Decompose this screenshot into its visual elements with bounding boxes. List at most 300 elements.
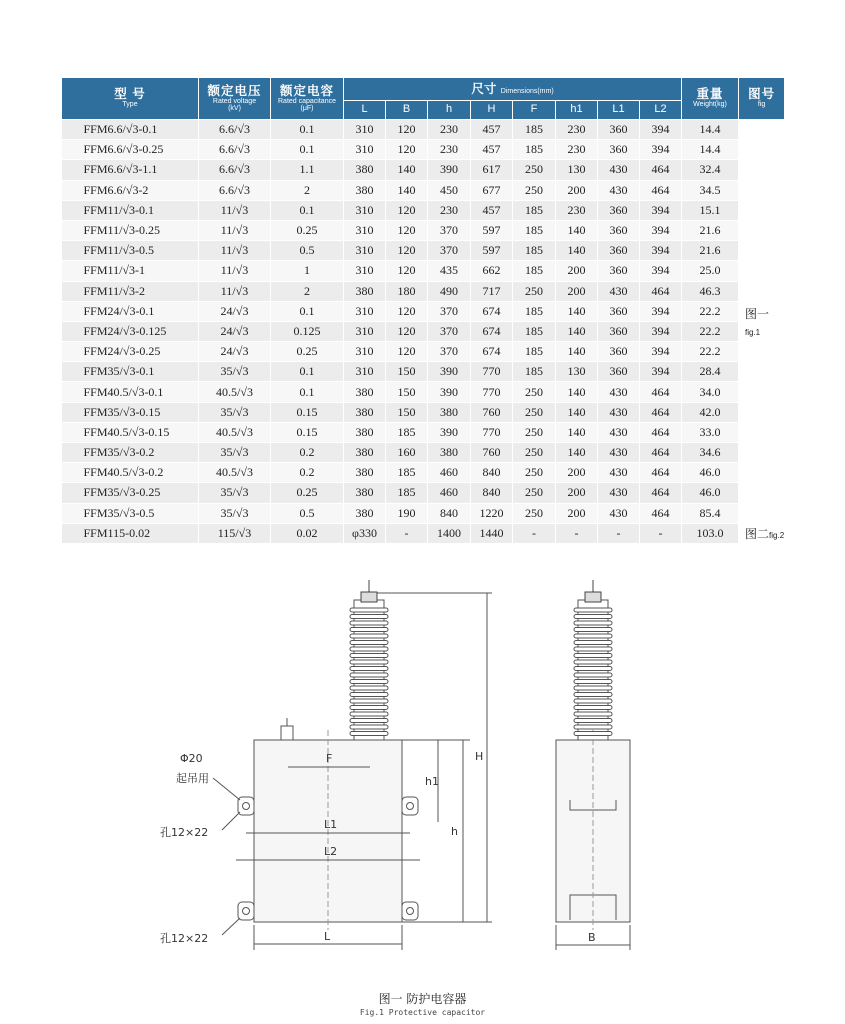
- value-cell: 840: [428, 503, 471, 523]
- header-dimensions: 尺寸 Dimensions(mm): [344, 78, 682, 101]
- value-cell: 150: [386, 362, 428, 382]
- hole-label-top: 孔12×22: [160, 826, 209, 839]
- value-cell: 394: [640, 342, 682, 362]
- dim-col-header: B: [386, 101, 428, 120]
- value-cell: 450: [428, 180, 471, 200]
- value-cell: 6.6/√3: [199, 160, 271, 180]
- value-cell: 370: [428, 342, 471, 362]
- table-row: [62, 443, 785, 463]
- value-cell: 140: [556, 422, 598, 442]
- value-cell: 0.1: [271, 200, 344, 220]
- value-cell: 310: [344, 140, 386, 160]
- figure-caption-zh: 图一 防护电容器: [378, 992, 467, 1006]
- value-cell: 120: [386, 200, 428, 220]
- value-cell: 310: [344, 362, 386, 382]
- dim-L: L: [324, 930, 331, 943]
- model-cell: FFM35/√3-0.25: [62, 483, 199, 503]
- value-cell: 250: [513, 402, 556, 422]
- model-cell: FFM11/√3-0.25: [62, 220, 199, 240]
- value-cell: 185: [513, 200, 556, 220]
- value-cell: 140: [556, 443, 598, 463]
- insulator-shed: [350, 621, 388, 625]
- value-cell: 0.15: [271, 422, 344, 442]
- value-cell: 25.0: [682, 261, 739, 281]
- value-cell: 0.1: [271, 140, 344, 160]
- value-cell: 370: [428, 241, 471, 261]
- insulator-shed: [350, 660, 388, 664]
- value-cell: 140: [556, 220, 598, 240]
- value-cell: 310: [344, 220, 386, 240]
- insulator-shed: [574, 732, 612, 736]
- value-cell: 35/√3: [199, 362, 271, 382]
- value-cell: 140: [386, 180, 428, 200]
- value-cell: 380: [344, 422, 386, 442]
- insulator-shed: [350, 693, 388, 697]
- value-cell: 430: [598, 503, 640, 523]
- dim-B: B: [588, 931, 596, 944]
- value-cell: 140: [556, 402, 598, 422]
- value-cell: 840: [471, 463, 513, 483]
- value-cell: 430: [598, 443, 640, 463]
- value-cell: 1400: [428, 523, 471, 543]
- value-cell: 310: [344, 120, 386, 140]
- value-cell: 674: [471, 301, 513, 321]
- value-cell: 1220: [471, 503, 513, 523]
- dim-F: F: [326, 752, 333, 765]
- value-cell: 430: [598, 180, 640, 200]
- value-cell: 390: [428, 160, 471, 180]
- value-cell: 230: [428, 120, 471, 140]
- header-capacitance: 额定电容 Rated capacitance (μF): [271, 78, 344, 120]
- value-cell: 120: [386, 261, 428, 281]
- value-cell: 185: [513, 140, 556, 160]
- value-cell: 310: [344, 200, 386, 220]
- insulator-shed: [574, 654, 612, 658]
- value-cell: 464: [640, 443, 682, 463]
- value-cell: 6.6/√3: [199, 180, 271, 200]
- value-cell: 120: [386, 342, 428, 362]
- dim-H: H: [475, 750, 484, 763]
- model-cell: FFM35/√3-0.15: [62, 402, 199, 422]
- value-cell: 310: [344, 241, 386, 261]
- value-cell: 250: [513, 281, 556, 301]
- insulator-shed: [350, 673, 388, 677]
- dim-col-header: h: [428, 101, 471, 120]
- value-cell: 464: [640, 160, 682, 180]
- insulator-shed: [574, 725, 612, 729]
- value-cell: 770: [471, 362, 513, 382]
- value-cell: 760: [471, 443, 513, 463]
- hole-label-bottom: 孔12×22: [160, 932, 209, 945]
- value-cell: 435: [428, 261, 471, 281]
- insulator-shed: [350, 680, 388, 684]
- value-cell: 230: [428, 140, 471, 160]
- value-cell: 394: [640, 220, 682, 240]
- value-cell: 380: [344, 443, 386, 463]
- table-row: [62, 120, 785, 140]
- value-cell: 360: [598, 362, 640, 382]
- value-cell: 185: [386, 422, 428, 442]
- value-cell: 140: [556, 301, 598, 321]
- value-cell: 430: [598, 463, 640, 483]
- value-cell: 130: [556, 362, 598, 382]
- value-cell: 150: [386, 402, 428, 422]
- value-cell: 35/√3: [199, 503, 271, 523]
- table-row: [62, 140, 785, 160]
- value-cell: 32.4: [682, 160, 739, 180]
- value-cell: 230: [556, 120, 598, 140]
- table-row: [62, 503, 785, 523]
- capacitor-drawing: [0, 560, 845, 990]
- value-cell: -: [556, 523, 598, 543]
- value-cell: -: [386, 523, 428, 543]
- value-cell: 22.2: [682, 342, 739, 362]
- value-cell: 597: [471, 241, 513, 261]
- value-cell: 677: [471, 180, 513, 200]
- figure-caption-en: Fig.1 Protective capacitor: [359, 1008, 486, 1017]
- model-cell: FFM6.6/√3-2: [62, 180, 199, 200]
- table-row: [62, 402, 785, 422]
- value-cell: 11/√3: [199, 261, 271, 281]
- value-cell: 0.02: [271, 523, 344, 543]
- model-cell: FFM35/√3-0.5: [62, 503, 199, 523]
- value-cell: 464: [640, 382, 682, 402]
- value-cell: 14.4: [682, 120, 739, 140]
- header-voltage: 额定电压 Rated voltage (kV): [199, 78, 271, 120]
- value-cell: 457: [471, 120, 513, 140]
- value-cell: 250: [513, 422, 556, 442]
- value-cell: 250: [513, 160, 556, 180]
- value-cell: 250: [513, 503, 556, 523]
- value-cell: 370: [428, 321, 471, 341]
- value-cell: 185: [513, 120, 556, 140]
- value-cell: 310: [344, 342, 386, 362]
- value-cell: 185: [513, 362, 556, 382]
- value-cell: 0.2: [271, 443, 344, 463]
- insulator-shed: [350, 641, 388, 645]
- value-cell: 360: [598, 220, 640, 240]
- value-cell: 42.0: [682, 402, 739, 422]
- insulator-shed: [350, 712, 388, 716]
- table-row: [62, 342, 785, 362]
- value-cell: 11/√3: [199, 220, 271, 240]
- model-cell: FFM11/√3-0.5: [62, 241, 199, 261]
- value-cell: 34.5: [682, 180, 739, 200]
- value-cell: 24/√3: [199, 321, 271, 341]
- value-cell: 180: [386, 281, 428, 301]
- value-cell: 360: [598, 301, 640, 321]
- value-cell: 28.4: [682, 362, 739, 382]
- table-row: [62, 160, 785, 180]
- insulator-shed: [574, 634, 612, 638]
- model-cell: FFM40.5/√3-0.2: [62, 463, 199, 483]
- value-cell: 250: [513, 443, 556, 463]
- header-model: 型 号 Type: [62, 78, 199, 120]
- model-cell: FFM11/√3-1: [62, 261, 199, 281]
- table-row: [62, 200, 785, 220]
- value-cell: 115/√3: [199, 523, 271, 543]
- insulator-shed: [350, 725, 388, 729]
- value-cell: 717: [471, 281, 513, 301]
- value-cell: 1: [271, 261, 344, 281]
- value-cell: 11/√3: [199, 200, 271, 220]
- value-cell: 390: [428, 362, 471, 382]
- value-cell: 34.0: [682, 382, 739, 402]
- insulator-shed: [574, 641, 612, 645]
- value-cell: 185: [386, 463, 428, 483]
- value-cell: 394: [640, 261, 682, 281]
- value-cell: 140: [556, 382, 598, 402]
- value-cell: 0.25: [271, 483, 344, 503]
- insulator-shed: [574, 719, 612, 723]
- value-cell: 394: [640, 200, 682, 220]
- value-cell: 674: [471, 321, 513, 341]
- insulator-shed: [350, 719, 388, 723]
- value-cell: -: [640, 523, 682, 543]
- model-cell: FFM24/√3-0.1: [62, 301, 199, 321]
- dim-L2: L2: [324, 845, 338, 858]
- insulator-shed: [350, 706, 388, 710]
- value-cell: 15.1: [682, 200, 739, 220]
- value-cell: 430: [598, 483, 640, 503]
- insulator-shed: [350, 608, 388, 612]
- value-cell: 0.15: [271, 402, 344, 422]
- value-cell: 46.0: [682, 483, 739, 503]
- value-cell: 360: [598, 321, 640, 341]
- value-cell: 22.2: [682, 301, 739, 321]
- dim-h: h: [451, 825, 458, 838]
- value-cell: 380: [344, 483, 386, 503]
- value-cell: 457: [471, 200, 513, 220]
- model-cell: FFM6.6/√3-1.1: [62, 160, 199, 180]
- dim-col-header: F: [513, 101, 556, 120]
- value-cell: 380: [344, 180, 386, 200]
- value-cell: 24/√3: [199, 342, 271, 362]
- value-cell: 250: [513, 180, 556, 200]
- insulator-shed: [574, 647, 612, 651]
- value-cell: 390: [428, 422, 471, 442]
- insulator-shed: [350, 699, 388, 703]
- value-cell: 394: [640, 301, 682, 321]
- fig1-label: 图一 fig.1: [739, 120, 785, 524]
- value-cell: 460: [428, 483, 471, 503]
- value-cell: 840: [471, 483, 513, 503]
- model-cell: FFM24/√3-0.25: [62, 342, 199, 362]
- insulator-shed: [574, 712, 612, 716]
- value-cell: 22.2: [682, 321, 739, 341]
- value-cell: 40.5/√3: [199, 422, 271, 442]
- value-cell: 360: [598, 120, 640, 140]
- table-row: [62, 362, 785, 382]
- value-cell: 40.5/√3: [199, 463, 271, 483]
- value-cell: 0.125: [271, 321, 344, 341]
- value-cell: 0.2: [271, 463, 344, 483]
- value-cell: 464: [640, 402, 682, 422]
- value-cell: 120: [386, 120, 428, 140]
- insulator-shed: [574, 699, 612, 703]
- dim-col-header: H: [471, 101, 513, 120]
- value-cell: 430: [598, 422, 640, 442]
- value-cell: 6.6/√3: [199, 140, 271, 160]
- value-cell: 85.4: [682, 503, 739, 523]
- value-cell: 464: [640, 180, 682, 200]
- value-cell: φ330: [344, 523, 386, 543]
- value-cell: 394: [640, 321, 682, 341]
- value-cell: 360: [598, 261, 640, 281]
- value-cell: 130: [556, 160, 598, 180]
- insulator-shed: [350, 647, 388, 651]
- insulator-shed: [574, 686, 612, 690]
- value-cell: 2: [271, 281, 344, 301]
- value-cell: 21.6: [682, 220, 739, 240]
- value-cell: 0.1: [271, 301, 344, 321]
- table-row: [62, 321, 785, 341]
- value-cell: 310: [344, 261, 386, 281]
- insulator-shed: [350, 615, 388, 619]
- value-cell: 430: [598, 402, 640, 422]
- model-cell: FFM24/√3-0.125: [62, 321, 199, 341]
- value-cell: 24/√3: [199, 301, 271, 321]
- insulator-shed: [350, 667, 388, 671]
- table-row: [62, 301, 785, 321]
- value-cell: 770: [471, 422, 513, 442]
- phi20-label: Φ20: [180, 752, 203, 765]
- table-row: [62, 261, 785, 281]
- value-cell: 200: [556, 261, 598, 281]
- value-cell: 464: [640, 281, 682, 301]
- value-cell: 200: [556, 503, 598, 523]
- value-cell: 200: [556, 281, 598, 301]
- value-cell: 464: [640, 483, 682, 503]
- value-cell: 40.5/√3: [199, 382, 271, 402]
- value-cell: 0.5: [271, 241, 344, 261]
- insulator-shed: [574, 706, 612, 710]
- value-cell: 0.25: [271, 342, 344, 362]
- value-cell: 160: [386, 443, 428, 463]
- value-cell: 617: [471, 160, 513, 180]
- value-cell: 230: [556, 200, 598, 220]
- model-cell: FFM35/√3-0.2: [62, 443, 199, 463]
- value-cell: 140: [556, 241, 598, 261]
- value-cell: 370: [428, 301, 471, 321]
- table-row: [62, 382, 785, 402]
- dim-col-header: h1: [556, 101, 598, 120]
- fig2-label: 图二fig.2: [739, 523, 785, 543]
- value-cell: 185: [386, 483, 428, 503]
- mount-ear-icon: [238, 797, 254, 815]
- dim-col-header: L2: [640, 101, 682, 120]
- value-cell: 380: [344, 281, 386, 301]
- model-cell: FFM40.5/√3-0.1: [62, 382, 199, 402]
- insulator-shed: [574, 667, 612, 671]
- dim-col-header: L: [344, 101, 386, 120]
- value-cell: 120: [386, 301, 428, 321]
- value-cell: 140: [386, 160, 428, 180]
- value-cell: 185: [513, 261, 556, 281]
- value-cell: 0.5: [271, 503, 344, 523]
- value-cell: 464: [640, 503, 682, 523]
- table-row: [62, 220, 785, 240]
- spec-table: [61, 77, 785, 544]
- table-row: [62, 180, 785, 200]
- model-cell: FFM115-0.02: [62, 523, 199, 543]
- model-cell: FFM40.5/√3-0.15: [62, 422, 199, 442]
- insulator-shed: [574, 673, 612, 677]
- insulator-shed: [574, 615, 612, 619]
- model-cell: FFM11/√3-0.1: [62, 200, 199, 220]
- value-cell: 770: [471, 382, 513, 402]
- value-cell: 674: [471, 342, 513, 362]
- value-cell: 185: [513, 241, 556, 261]
- insulator-shed: [574, 608, 612, 612]
- table-row: [62, 463, 785, 483]
- value-cell: 230: [556, 140, 598, 160]
- value-cell: 11/√3: [199, 281, 271, 301]
- value-cell: 464: [640, 422, 682, 442]
- value-cell: 140: [556, 321, 598, 341]
- value-cell: 185: [513, 220, 556, 240]
- value-cell: 103.0: [682, 523, 739, 543]
- value-cell: 490: [428, 281, 471, 301]
- value-cell: 430: [598, 382, 640, 402]
- value-cell: 120: [386, 220, 428, 240]
- model-cell: FFM6.6/√3-0.1: [62, 120, 199, 140]
- value-cell: 457: [471, 140, 513, 160]
- value-cell: 120: [386, 321, 428, 341]
- value-cell: 120: [386, 140, 428, 160]
- insulator-shed: [574, 660, 612, 664]
- value-cell: 360: [598, 342, 640, 362]
- model-cell: FFM11/√3-2: [62, 281, 199, 301]
- value-cell: 1440: [471, 523, 513, 543]
- value-cell: 464: [640, 463, 682, 483]
- model-cell: FFM6.6/√3-0.25: [62, 140, 199, 160]
- value-cell: 380: [428, 402, 471, 422]
- value-cell: 390: [428, 382, 471, 402]
- value-cell: 380: [344, 463, 386, 483]
- value-cell: 190: [386, 503, 428, 523]
- insulator-shed: [350, 732, 388, 736]
- table-row: [62, 281, 785, 301]
- table-row: [62, 523, 785, 543]
- dim-L1: L1: [324, 818, 338, 831]
- insulator-shed: [350, 628, 388, 632]
- value-cell: 11/√3: [199, 241, 271, 261]
- value-cell: 360: [598, 200, 640, 220]
- insulator-shed: [350, 654, 388, 658]
- value-cell: 230: [428, 200, 471, 220]
- value-cell: 370: [428, 220, 471, 240]
- value-cell: 360: [598, 140, 640, 160]
- value-cell: 0.1: [271, 120, 344, 140]
- value-cell: 1.1: [271, 160, 344, 180]
- value-cell: 250: [513, 382, 556, 402]
- value-cell: 250: [513, 483, 556, 503]
- value-cell: 380: [344, 402, 386, 422]
- value-cell: 460: [428, 463, 471, 483]
- value-cell: 394: [640, 362, 682, 382]
- value-cell: 310: [344, 301, 386, 321]
- insulator-shed: [574, 693, 612, 697]
- value-cell: 0.1: [271, 382, 344, 402]
- value-cell: 380: [428, 443, 471, 463]
- value-cell: 430: [598, 160, 640, 180]
- value-cell: 21.6: [682, 241, 739, 261]
- value-cell: 360: [598, 241, 640, 261]
- value-cell: 46.0: [682, 463, 739, 483]
- value-cell: 185: [513, 301, 556, 321]
- value-cell: 46.3: [682, 281, 739, 301]
